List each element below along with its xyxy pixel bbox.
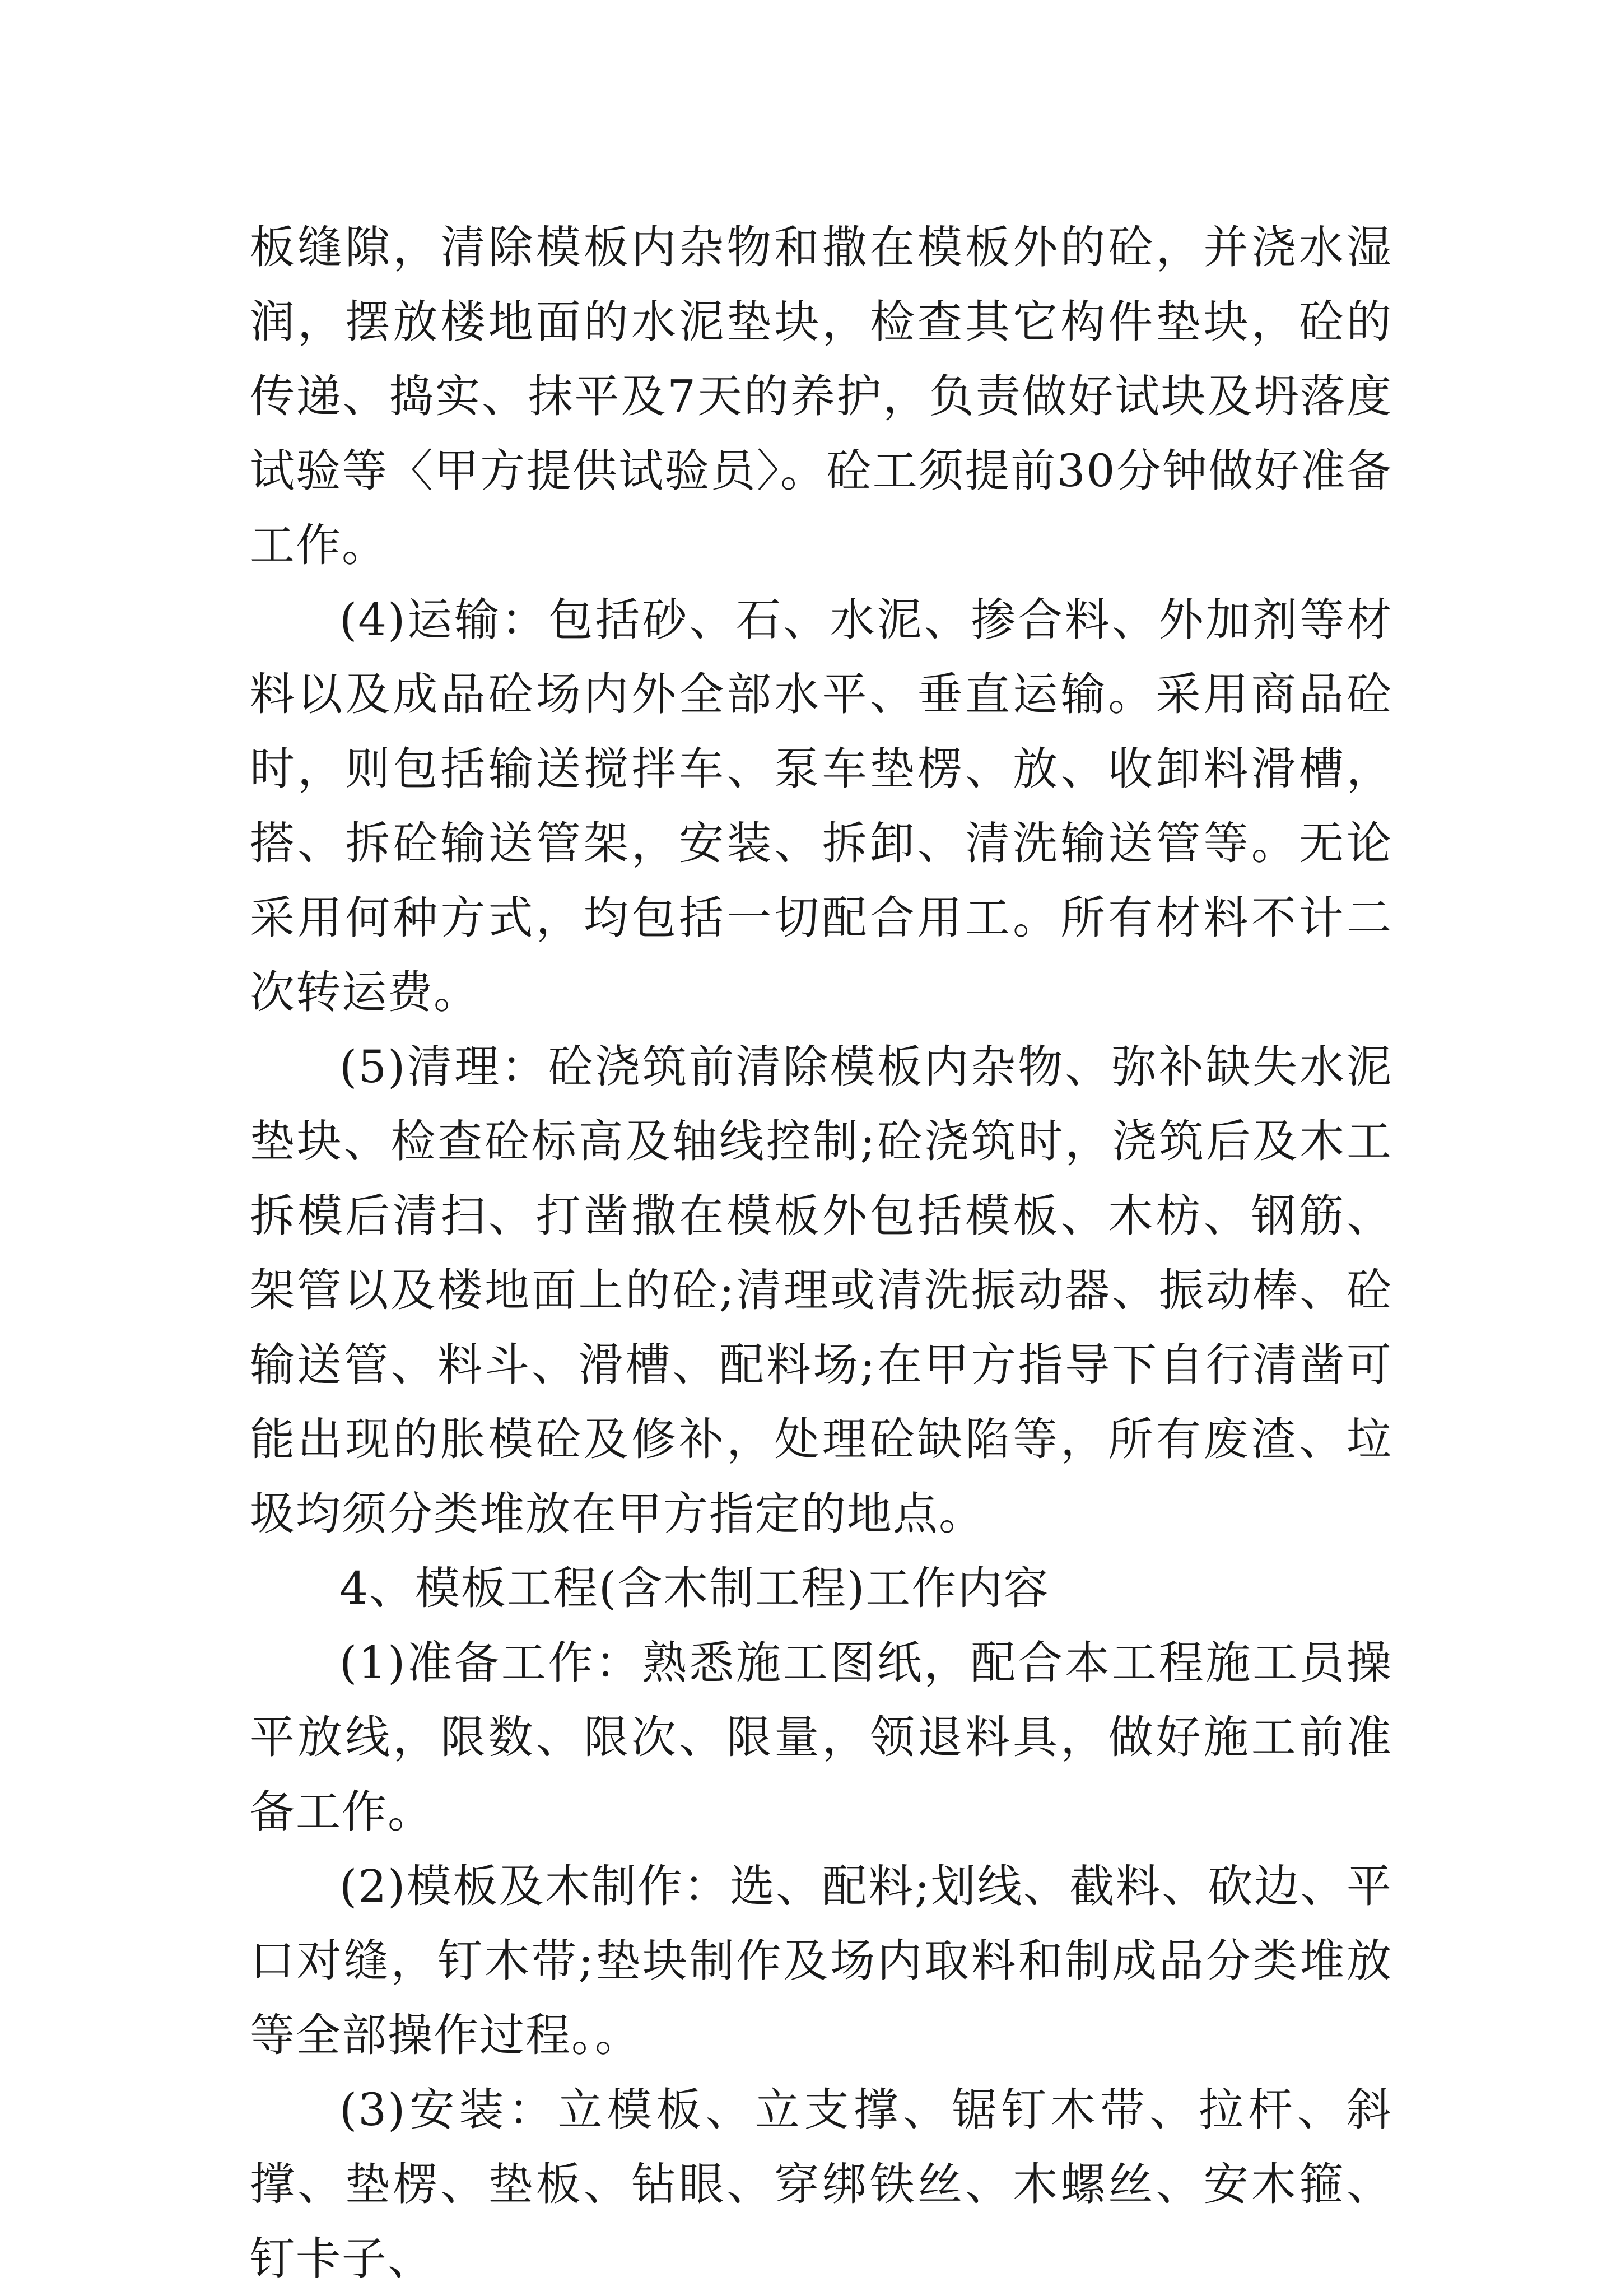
paragraph-5: (2)模板及木制作：选、配料;划线、截料、砍边、平口对缝，钉木带;垫块制作及场内取料和制成品分类堆放等全部操作过程。。 — [250, 1860, 1392, 2061]
paragraph-2: (4)运输：包括砂、石、水泥、掺合料、外加剂等材料以及成品砼场内外全部水平、垂直运输。采用商品砼时，则包括输送搅拌车、泵车垫楞、放、收卸料滑槽，搭、拆砼输送管架，安装、拆卸、清洗输送管等。无论采用何种方式，均包括一切配合用工。所有材料不计二次转运费。 — [250, 594, 1392, 1018]
document-body — [250, 210, 1392, 2296]
paragraph-3: (5)清理：砼浇筑前清除模板内杂物、弥补缺失水泥垫块、检查砼标高及轴线控制;砼浇筑时，浇筑后及木工拆模后清扫、打凿撒在模板外包括模板、木枋、钢筋、架管以及楼地面上的砼;清理或清洗振动器、振动棒、砼输送管、料斗、滑槽、配料场;在甲方指导下自行清凿可能出现的胀模砼及修补，处理砼缺陷等，所有废渣、垃圾均须分类堆放在甲方指定的地点。 — [250, 1041, 1392, 1540]
paragraph-1: 板缝隙，清除模板内杂物和撒在模板外的砼，并浇水湿润，摆放楼地面的水泥垫块，检查其它构件垫块，砼的传递、捣实、抹平及7天的养护，负责做好试块及坍落度试验等〈甲方提供试验员〉。砼工须提前30分钟做好准备工作。 — [250, 221, 1392, 571]
paragraph-4: (1)准备工作：熟悉施工图纸，配合本工程施工员操平放线，限数、限次、限量，领退料具，做好施工前准备工作。 — [250, 1637, 1392, 1838]
paragraph-6: (3)安装：立模板、立支撑、锯钉木带、拉杆、斜撑、垫楞、垫板、钻眼、穿绑铁丝、木螺丝、安木箍、钉卡子、 — [250, 2084, 1392, 2285]
section-heading: 4、模板工程(含木制工程)工作内容 — [339, 1562, 1050, 1614]
